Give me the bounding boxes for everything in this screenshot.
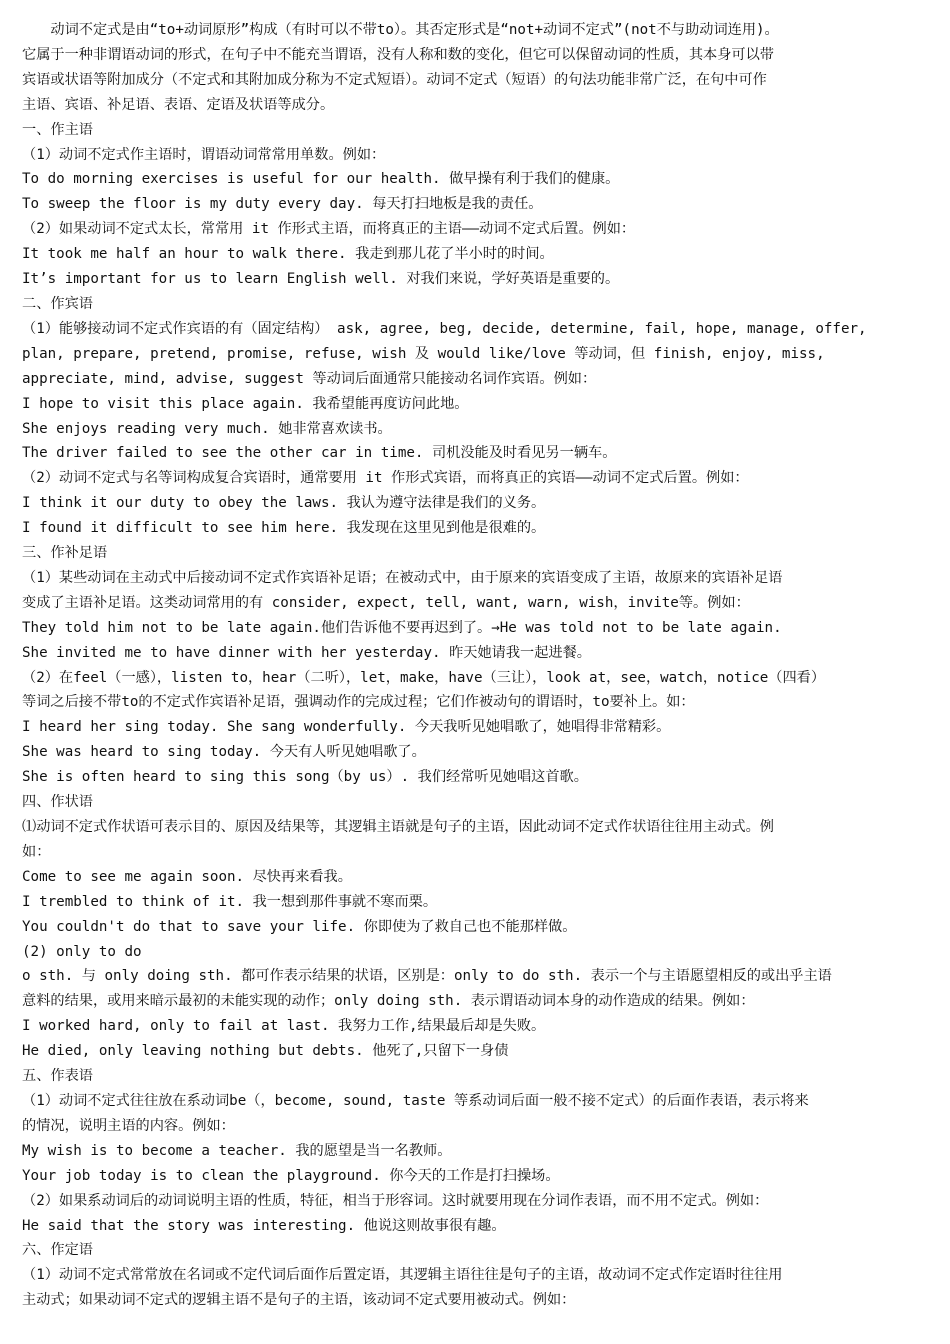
example-line: They told him not to be late again.他们告诉他不要再迟到了。→He was told not to be late again. [22, 619, 782, 636]
example-line: She is often heard to sing this song（by us）. 我们经常听见她唱这首歌。 [22, 769, 588, 786]
example-line: To do morning exercises is useful for our health. 做早操有利于我们的健康。 [22, 171, 620, 188]
text-line: 它属于一种非谓语动词的形式，在句子中不能充当谓语，没有人称和数的变化，但它可以保留动词的性质，其本身可以带 [22, 46, 774, 63]
example-line: You couldn't do that to save your life. 你即使为了救自己也不能那样做。 [22, 918, 577, 935]
text-line: 变成了主语补足语。这类动词常用的有 consider, expect, tell, want, warn, wish，invite等。例如： [22, 594, 750, 611]
text-line: （1）能够接动词不定式作宾语的有（固定结构） ask, agree, beg, decide, determine, fail, hope, manage, offer, [22, 320, 867, 337]
text-line: （1）动词不定式常常放在名词或不定代词后面作后置定语，其逻辑主语往往是句子的主语，故动词不定式作定语时往往用 [22, 1267, 783, 1284]
text-line: （1）动词不定式往往放在系动词be（，become, sound, taste 等系动词后面一般不接不定式）的后面作表语，表示将来 [22, 1092, 809, 1109]
example-line: He said that the story was interesting. 他说这则故事很有趣。 [22, 1217, 506, 1234]
text-line: （2）动词不定式与名等词构成复合宾语时，通常要用 it 作形式宾语，而将真正的宾语——动词不定式后置。例如： [22, 470, 749, 487]
section-heading: 五、作表语 [22, 1068, 93, 1085]
example-line: Your job today is to clean the playground. 你今天的工作是打扫操场。 [22, 1167, 560, 1184]
example-line: He died, only leaving nothing but debts. 他死了,只留下一身债 [22, 1043, 509, 1060]
example-line: She invited me to have dinner with her yesterday. 昨天她请我一起进餐。 [22, 644, 591, 661]
document-body [22, 18, 922, 1313]
section-heading: 一、作主语 [22, 121, 93, 138]
example-line: I think it our duty to obey the laws. 我认为遵守法律是我们的义务。 [22, 495, 546, 512]
text-line: (2) only to do [22, 943, 142, 960]
text-line: 主语、宾语、补足语、表语、定语及状语等成分。 [22, 96, 335, 113]
text-line: appreciate, mind, advise, suggest 等动词后面通常只能接动名词作宾语。例如： [22, 370, 597, 387]
example-line: I trembled to think of it. 我一想到那件事就不寒而栗。 [22, 893, 438, 910]
example-line: She enjoys reading very much. 她非常喜欢读书。 [22, 420, 392, 437]
section-heading: 三、作补足语 [22, 545, 108, 562]
section-heading: 六、作定语 [22, 1242, 93, 1259]
text-line: o sth. 与 only doing sth. 都可作表示结果的状语，区别是：only to do sth. 表示一个与主语愿望相反的或出乎主语 [22, 968, 832, 985]
text-line: 的情况，说明主语的内容。例如： [22, 1117, 235, 1134]
example-line: I hope to visit this place again. 我希望能再度访问此地。 [22, 395, 469, 412]
text-line: （1）动词不定式作主语时，谓语动词常常用单数。例如： [22, 146, 386, 163]
text-line: （2）如果动词不定式太长，常常用 it 作形式主语，而将真正的主语——动词不定式后置。例如： [22, 221, 636, 238]
example-line: I worked hard, only to fail at last. 我努力工作,结果最后却是失败。 [22, 1018, 546, 1035]
text-line: （2）如果系动词后的动词说明主语的性质，特征，相当于形容词。这时就要用现在分词作表语，而不用不定式。例如： [22, 1192, 769, 1209]
example-line: To sweep the floor is my duty every day. 每天打扫地板是我的责任。 [22, 196, 543, 213]
text-line: 等词之后接不带to的不定式作宾语补足语，强调动作的完成过程；它们作被动句的谓语时，to要补上。如： [22, 694, 695, 711]
text-line: 意料的结果，或用来暗示最初的未能实现的动作；only doing sth. 表示谓语动词本身的动作造成的结果。例如： [22, 993, 755, 1010]
text-line: plan, prepare, pretend, promise, refuse, wish 及 would like/love 等动词，但 finish, enjoy, miss, [22, 345, 825, 362]
example-line: She was heard to sing today. 今天有人听见她唱歌了。 [22, 744, 426, 761]
text-line: 宾语或状语等附加成分（不定式和其附加成分称为不定式短语）。动词不定式（短语）的句法功能非常广泛，在句中可作 [22, 71, 767, 88]
example-line: It’s important for us to learn English well. 对我们来说，学好英语是重要的。 [22, 271, 620, 288]
example-line: My wish is to become a teacher. 我的愿望是当一名教师。 [22, 1142, 452, 1159]
text-line: （2）在feel（一感），listen to，hear（二听），let，make，have（三让），look at，see，watch，notice（四看） [22, 669, 826, 686]
text-line: 主动式；如果动词不定式的逻辑主语不是句子的主语，该动词不定式要用被动式。例如： [22, 1292, 576, 1309]
text-line: （1）某些动词在主动式中后接动词不定式作宾语补足语；在被动式中，由于原来的宾语变成了主语，故原来的宾语补足语 [22, 569, 783, 586]
text-line: 如： [22, 843, 51, 860]
example-line: The driver failed to see the other car in time. 司机没能及时看见另一辆车。 [22, 445, 617, 462]
section-heading: 二、作宾语 [22, 295, 93, 312]
text-line: 动词不定式是由“to+动词原形”构成（有时可以不带to）。其否定形式是“not+动词不定式”(not不与助动词连用)。 [50, 22, 779, 38]
section-heading: 四、作状语 [22, 794, 93, 811]
text-line: ⑴动词不定式作状语可表示目的、原因及结果等，其逻辑主语就是句子的主语，因此动词不定式作状语往往用主动式。例 [22, 819, 774, 835]
example-line: Come to see me again soon. 尽快再来看我。 [22, 868, 352, 885]
example-line: It took me half an hour to walk there. 我走到那儿花了半小时的时间。 [22, 246, 554, 263]
example-line: I found it difficult to see him here. 我发现在这里见到他是很难的。 [22, 520, 546, 537]
example-line: I heard her sing today. She sang wonderfully. 今天我听见她唱歌了，她唱得非常精彩。 [22, 719, 671, 736]
